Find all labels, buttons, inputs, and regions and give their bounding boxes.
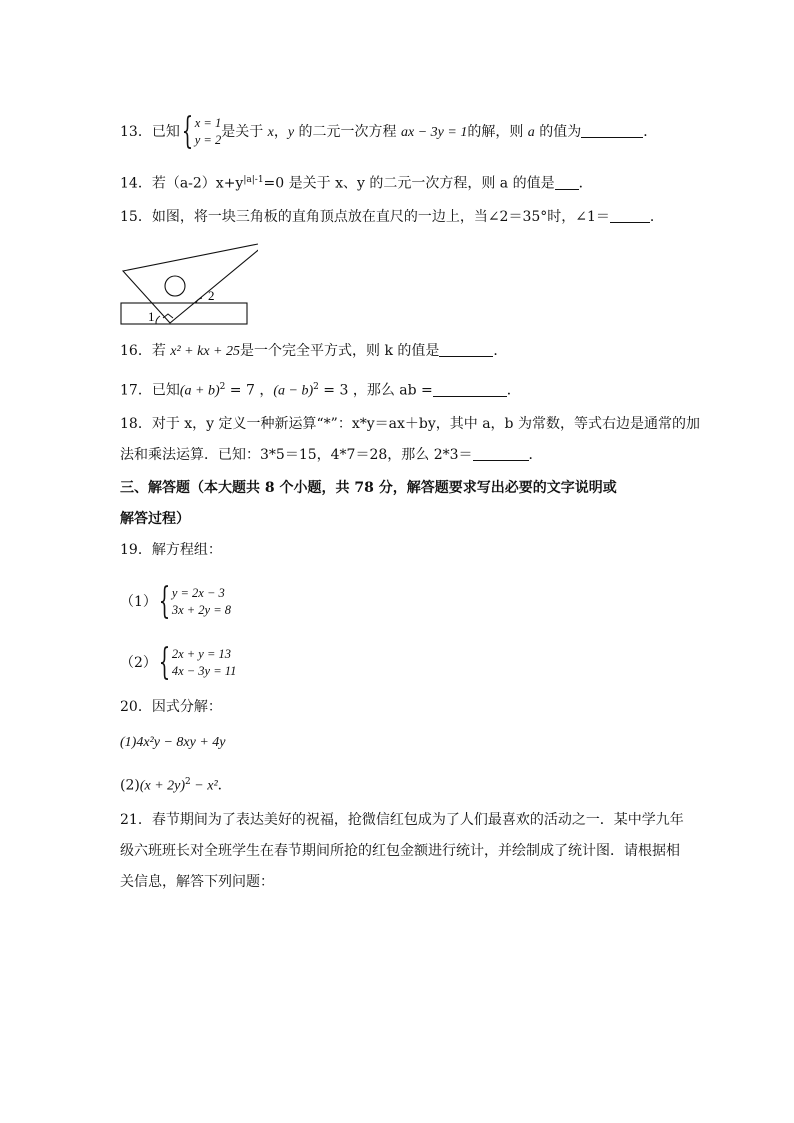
q20-p2-base: (x + 2y) (139, 778, 186, 794)
q16-expression: x² + kx + 25 (170, 344, 240, 359)
question-15 (120, 207, 664, 227)
q19-p2-row1: 2x + y = 13 (171, 647, 232, 661)
q13-text-end: 的值为 (534, 124, 582, 140)
angle-2-label: 2 (208, 288, 215, 303)
q20-part2 (120, 772, 232, 797)
brace-icon: { (181, 111, 194, 152)
q13-period: ． (643, 124, 658, 140)
q17-expr2: (a − b) (273, 383, 314, 399)
q13-comma: ， (273, 124, 288, 140)
angle-1-arc (156, 316, 160, 324)
q19-p2-row2: 4x − 3y = 11 (171, 664, 237, 678)
q20-p2-tail: − x² (190, 778, 218, 794)
right-angle-mark (163, 314, 173, 318)
q17-period: ． (506, 382, 521, 399)
ruler (121, 303, 247, 324)
section-3-heading-line2: 解答过程） (120, 511, 190, 527)
q19-part1 (120, 581, 232, 622)
q20-p2-exp: 2 (185, 777, 191, 787)
q14-text: =0 是关于 x、y 的二元一次方程，则 a 的值是 (263, 175, 555, 192)
section-3-heading-line1: 三、解答题（本大题共 8 个小题，共 78 分，解答题要求写出必要的文字说明或 (120, 480, 617, 496)
q20-p2-period: ． (217, 777, 232, 794)
q13-text-eq-intro: 的二元一次方程 (294, 124, 402, 140)
q13-sys-row1: x = 1 (194, 116, 222, 130)
q17-eq2: = 3 ，那么 ab = (318, 382, 433, 399)
q19-p1-row1: y = 2x − 3 (171, 586, 225, 600)
question-21-line2: 级六班班长对全班学生在春节期间所抢的红包金额进行统计，并绘制成了统计图．请根据相 (120, 843, 680, 859)
q13-system (180, 111, 222, 152)
q18-line2-text: 法和乘法运算．已知：3*5＝15，4*7＝28，那么 2*3＝ (120, 447, 473, 463)
q16-prefix: 16．若 (120, 343, 171, 359)
question-16 (120, 341, 507, 362)
q19-p2-label: （2） (120, 655, 157, 671)
q18-period: ． (528, 447, 543, 463)
angle-2-arc (196, 298, 202, 303)
question-20-title: 20．因式分解： (120, 699, 222, 715)
q13-prefix: 13．已知 (120, 124, 180, 140)
question-19-title: 19．解方程组： (120, 542, 222, 558)
question-18-line1: 18．对于 x，y 定义一种新运算“*”：x*y＝ax＋by，其中 a，b 为常数，等式右边是通常的加 (120, 416, 700, 432)
q13-a: a (527, 125, 535, 140)
question-21-line1: 21．春节期间为了表达美好的祝福，抢微信红包成为了人们最喜欢的活动之一．某中学九年 (120, 812, 684, 828)
q17-eq1: = 7 ， (225, 382, 274, 399)
q15-figure (118, 238, 258, 334)
q16-period: ． (493, 343, 508, 359)
q14-period: ． (578, 175, 593, 192)
question-18-line2 (120, 445, 543, 465)
q16-text: 是一个完全平方式，则 k 的值是 (240, 343, 440, 359)
angle-1-label: 1 (148, 309, 155, 324)
q17-answer-blank[interactable] (433, 382, 507, 397)
q20-p2-prefix: (2) (120, 777, 140, 794)
q19-p1-label: （1） (120, 594, 157, 610)
q16-answer-blank[interactable] (439, 342, 493, 357)
question-13 (120, 111, 658, 152)
question-21-line3: 关信息，解答下列问题： (120, 874, 274, 890)
q14-prefix: 14．若（a-2）x+y (120, 175, 244, 192)
question-14 (120, 170, 593, 194)
q19-p1-system (157, 581, 232, 622)
set-square (123, 242, 258, 323)
q20-part1: (1)4x²y − 8xy + 4y (120, 735, 226, 750)
question-17 (120, 377, 521, 402)
q17-prefix: 17．已知 (120, 382, 180, 399)
q13-text-after: 的解，则 (467, 124, 528, 140)
brace-icon: { (158, 581, 171, 622)
q13-y: y (287, 125, 295, 140)
q14-exponent: |a|-1 (243, 175, 264, 185)
brace-icon: { (158, 642, 171, 683)
q18-answer-blank[interactable] (473, 446, 529, 461)
q14-answer-blank[interactable] (555, 175, 579, 190)
q13-equation: ax − 3y = 1 (401, 125, 468, 140)
q19-p2-system (157, 642, 237, 683)
q17-exp2: 2 (313, 382, 319, 392)
q15-text: 15．如图，将一块三角板的直角顶点放在直尺的一边上，当∠2＝35°时，∠1＝ (120, 209, 610, 225)
q19-p1-row2: 3x + 2y = 8 (171, 603, 232, 617)
q13-sys-row2: y = 2 (194, 133, 222, 147)
q13-x: x (267, 125, 274, 140)
q19-part2 (120, 642, 237, 683)
q13-text-mid: 是关于 (221, 124, 268, 140)
triangle-ruler-diagram (118, 238, 258, 330)
q17-exp1: 2 (219, 382, 226, 392)
q15-period: ． (649, 209, 664, 225)
q15-answer-blank[interactable] (610, 208, 650, 223)
q13-answer-blank[interactable] (581, 123, 643, 138)
q17-expr1: (a + b) (179, 383, 220, 399)
set-square-hole (165, 276, 185, 296)
